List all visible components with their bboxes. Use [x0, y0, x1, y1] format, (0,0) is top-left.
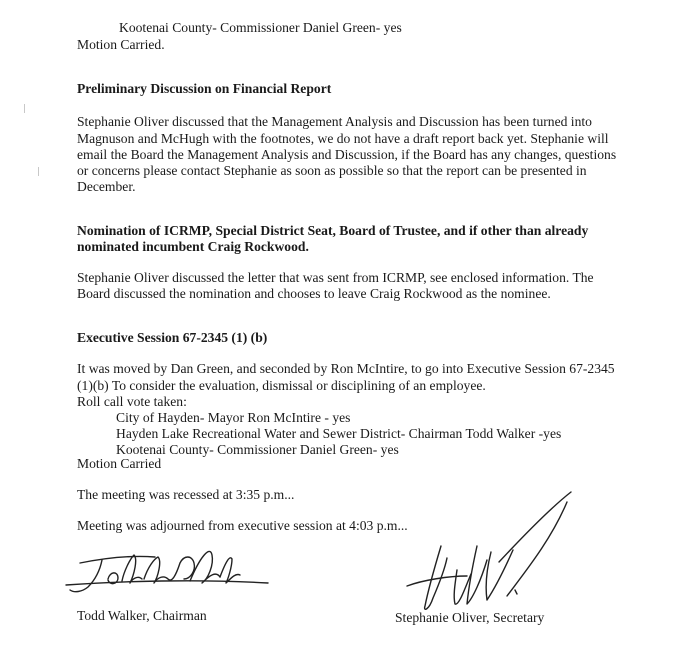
chairman-signature: [60, 535, 275, 600]
paragraph-line: (1)(b) To consider the evaluation, dismissal or disciplining of an employee.: [77, 378, 486, 393]
section-heading: Executive Session 67-2345 (1) (b): [77, 330, 268, 345]
paragraph-line: Stephanie Oliver discussed the letter that was sent from ICRMP, see enclosed information. The: [77, 270, 594, 285]
margin-mark: [24, 104, 25, 113]
section-heading: nominated incumbent Craig Rockwood.: [77, 239, 309, 254]
motion-carried: Motion Carried.: [77, 37, 165, 52]
secretary-signature: [395, 488, 580, 620]
paragraph-line: Stephanie Oliver discussed that the Management Analysis and Discussion has been turned into: [77, 114, 592, 129]
recess-line: The meeting was recessed at 3:35 p.m...: [77, 487, 295, 502]
vote-line: Kootenai County- Commissioner Daniel Green- yes: [119, 20, 402, 35]
section-heading: Preliminary Discussion on Financial Report: [77, 81, 332, 96]
chairman-name: Todd Walker, Chairman: [77, 608, 207, 623]
vote-line: City of Hayden- Mayor Ron McIntire - yes: [116, 410, 351, 425]
adjourn-line: Meeting was adjourned from executive session at 4:03 p.m...: [77, 518, 408, 533]
vote-line: Hayden Lake Recreational Water and Sewer District- Chairman Todd Walker -yes: [116, 426, 562, 441]
vote-line: Kootenai County- Commissioner Daniel Green- yes: [116, 442, 399, 457]
section-heading: Nomination of ICRMP, Special District Seat, Board of Trustee, and if other than already: [77, 223, 589, 238]
paragraph-line: It was moved by Dan Green, and seconded by Ron McIntire, to go into Executive Session 67-2345: [77, 361, 615, 376]
secretary-name: Stephanie Oliver, Secretary: [395, 610, 545, 625]
paragraph-line: Magnuson and McHugh with the footnotes, we do not have a draft report back yet. Stephanie will: [77, 131, 609, 146]
paragraph-line: December.: [77, 179, 136, 194]
roll-call-label: Roll call vote taken:: [77, 394, 187, 409]
motion-carried: Motion Carried: [77, 456, 162, 471]
margin-mark: [38, 167, 39, 176]
paragraph-line: or concerns please contact Stephanie as soon as possible so that the report can be presented in: [77, 163, 587, 178]
paragraph-line: Board discussed the nomination and chooses to leave Craig Rockwood as the nominee.: [77, 286, 551, 301]
paragraph-line: email the Board the Management Analysis and Discussion, if the Board has any changes, questions: [77, 147, 617, 162]
